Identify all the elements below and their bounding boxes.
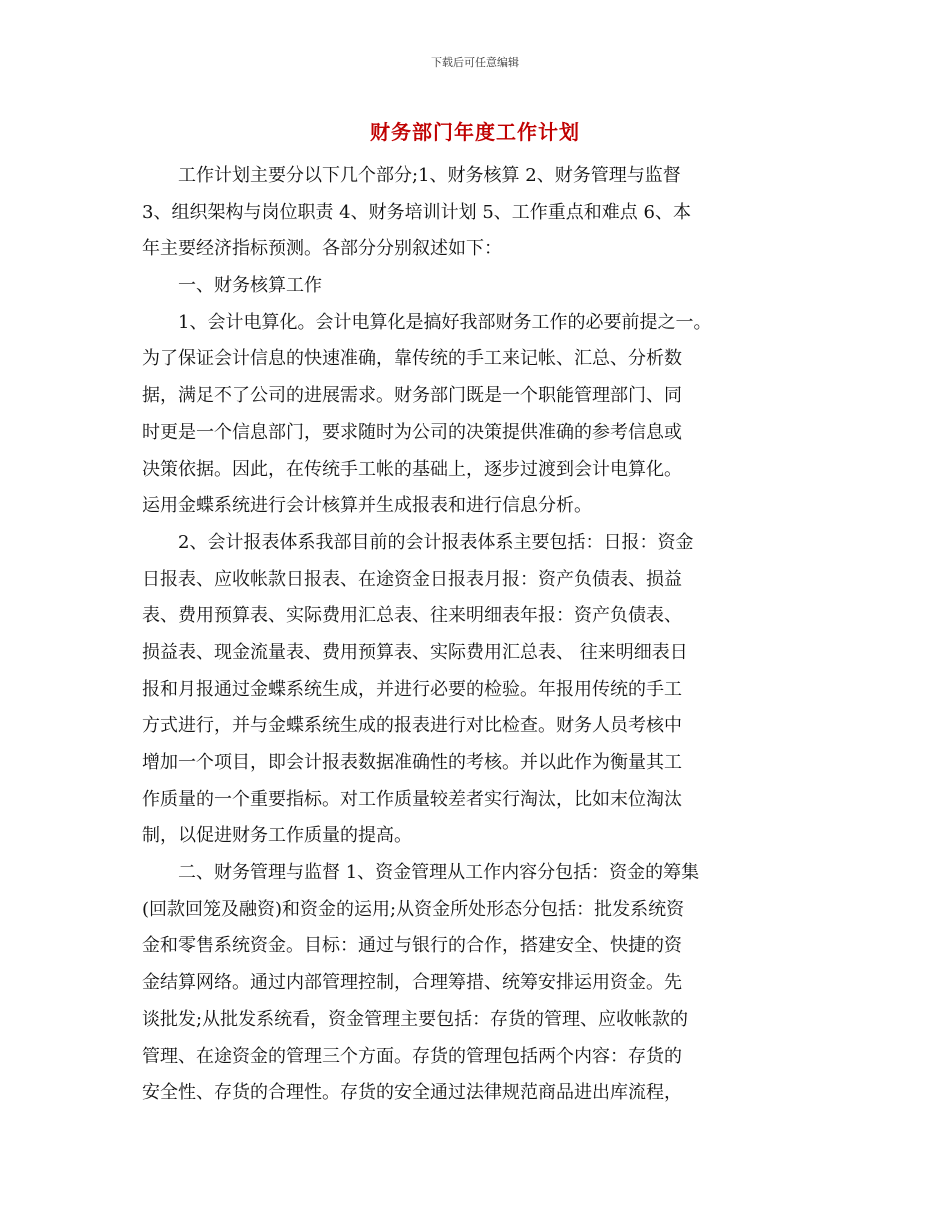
header-note: 下载后可任意编辑 [431, 56, 519, 69]
section-heading: 一、财务核算工作 [142, 275, 322, 297]
body-line: 管理、在途资金的管理三个方面。存货的管理包括两个内容：存货的 [142, 1045, 682, 1067]
body-line: 年主要经济指标预测。各部分分别叙述如下： [142, 238, 502, 260]
body-line: 制，以促进财务工作质量的提高。 [142, 825, 412, 847]
body-line: 表、费用预算表、实际费用汇总表、往来明细表年报：资产负债表、 [142, 605, 682, 627]
body-line: 方式进行，并与金蝶系统生成的报表进行对比检查。财务人员考核中 [142, 715, 682, 737]
body-line: 金结算网络。通过内部管理控制，合理筹措、统筹安排运用资金。先 [142, 972, 682, 994]
body-line: 安全性、存货的合理性。存货的安全通过法律规范商品进出库流程， [142, 1082, 682, 1104]
body-line: 谈批发;从批发系统看，资金管理主要包括：存货的管理、应收帐款的 [142, 1008, 689, 1030]
body-line: 3、组织架构与岗位职责 4、财务培训计划 5、工作重点和难点 6、本 [142, 201, 691, 223]
body-line: 日报表、应收帐款日报表、在途资金日报表月报：资产负债表、损益 [142, 568, 682, 590]
body-line: 增加一个项目，即会计报表数据准确性的考核。并以此作为衡量其工 [142, 752, 682, 773]
body-line: 据，满足不了公司的进展需求。财务部门既是一个职能管理部门、同 [142, 385, 682, 407]
body-line: 运用金蝶系统进行会计核算并生成报表和进行信息分析。 [142, 495, 592, 517]
body-line: 金和零售系统资金。目标：通过与银行的合作，搭建安全、快捷的资 [142, 935, 682, 957]
body-line: 作质量的一个重要指标。对工作质量较差者实行淘汰，比如末位淘汰 [142, 788, 682, 810]
body-line: 报和月报通过金蝶系统生成，并进行必要的检验。年报用传统的手工 [142, 678, 682, 700]
body-line: (回款回笼及融资)和资金的运用;从资金所处形态分包括：批发系统资 [142, 898, 685, 920]
body-line: 时更是一个信息部门，要求随时为公司的决策提供准确的参考信息或 [142, 421, 682, 443]
body-line: 为了保证会计信息的快速准确，靠传统的手工来记帐、汇总、分析数 [142, 348, 682, 370]
document-body [142, 158, 807, 1112]
body-line: 二、财务管理与监督 1、资金管理从工作内容分包括：资金的筹集 [142, 862, 700, 884]
body-line: 决策依据。因此，在传统手工帐的基础上，逐步过渡到会计电算化。 [142, 458, 682, 480]
body-line: 1、会计电算化。会计电算化是搞好我部财务工作的必要前提之一。 [142, 311, 712, 333]
body-line: 2、会计报表体系我部目前的会计报表体系主要包括：日报：资金 [142, 531, 694, 553]
body-line: 损益表、现金流量表、费用预算表、实际费用汇总表、 往来明细表日 [142, 641, 688, 663]
body-line: 工作计划主要分以下几个部分;1、财务核算 2、财务管理与监督 [142, 165, 681, 186]
document-title: 财务部门年度工作计划 [370, 120, 580, 144]
